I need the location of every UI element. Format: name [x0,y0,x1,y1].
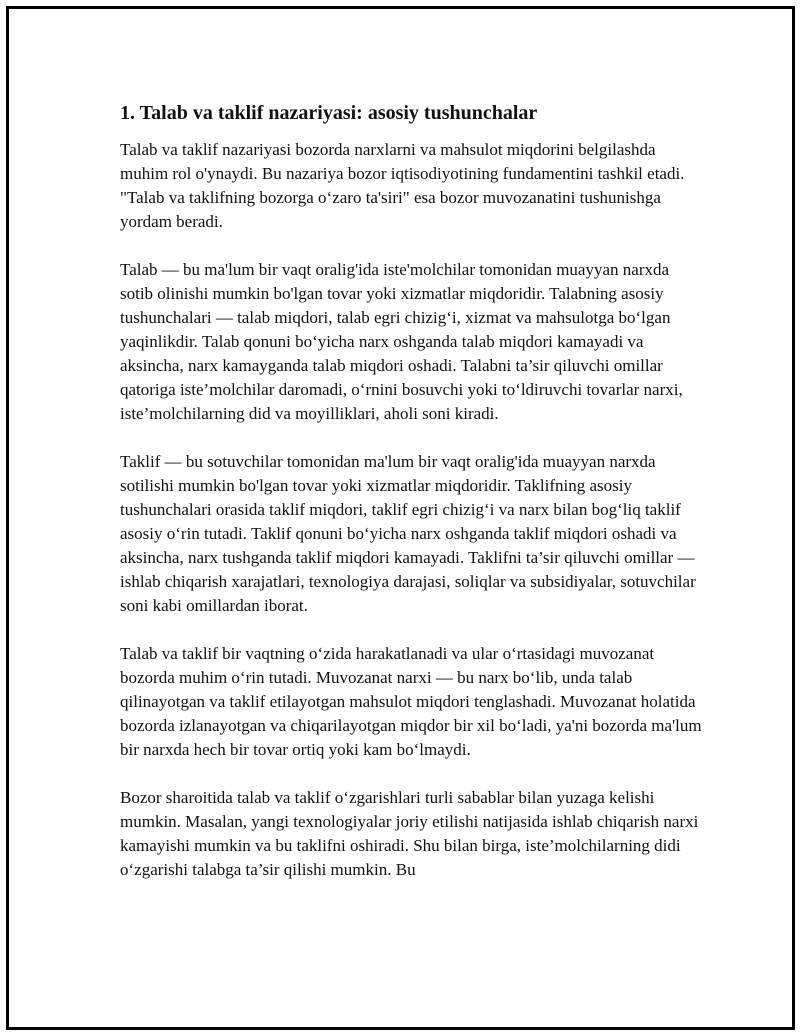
paragraph-supply: Taklif — bu sotuvchilar tomonidan ma'lum bir vaqt oralig'ida muayyan narxda sotilishi mumkin bo'lgan tovar yoki xizmatlar miqdoridir. Taklifning asosiy tushunchalari orasida taklif miqdori, taklif egri chizig‘i va narx bilan bog‘liq taklif asosiy o‘rin tutadi. Taklif qonuni bo‘yicha narx oshganda taklif miqdori oshadi va aksincha, narx tushganda taklif miqdori kamayadi. Taklifni ta’sir qiluvchi omillar — ishlab chiqarish xarajatlari, texnologiya darajasi, soliqlar va subsidiyalar, sotuvchilar soni kabi omillardan iborat. [120,452,696,615]
paragraph-demand: Talab — bu ma'lum bir vaqt oralig'ida iste'molchilar tomonidan muayyan narxda sotib olinishi mumkin bo'lgan tovar yoki xizmatlar miqdoridir. Talabning asosiy tushunchalari — talab miqdori, talab egri chizig‘i, xizmat va mahsulotga bo‘lgan yaqinlikdir. Talab qonuni bo‘yicha narx oshganda talab miqdori kamayadi va aksincha, narx kamayganda talab miqdori oshadi. Talabni ta’sir qiluvchi omillar qatoriga iste’molchilar daromadi, o‘rnini bosuvchi yoki to‘ldiruvchi tovarlar narxi, iste’molchilarning did va moyilliklari, aholi soni kiradi. [120,260,683,423]
paragraph-equilibrium: Talab va taklif bir vaqtning o‘zida harakatlanadi va ular o‘rtasidagi muvozanat bozorda muhim o‘rin tutadi. Muvozanat narxi — bu narx bo‘lib, unda talab qilinayotgan va taklif etilayotgan mahsulot miqdori tenglashadi. Muvozanat holatida bozorda izlanayotgan va chiqarilayotgan miqdor bir xil bo‘ladi, ya'ni bozorda ma'lum bir narxda hech bir tovar ortiq yoki kam bo‘lmaydi. [120,644,702,759]
paragraph-market-changes: Bozor sharoitida talab va taklif o‘zgarishlari turli sabablar bilan yuzaga kelishi mumkin. Masalan, yangi texnologiyalar joriy etilishi natijasida ishlab chiqarish narxi kamayishi mumkin va bu taklifni oshiradi. Shu bilan birga, iste’molchilarning didi o‘zgarishi talabga ta’sir qilishi mumkin. Bu [120,788,699,879]
page-frame [6,6,795,1030]
paragraph-intro: Talab va taklif nazariyasi bozorda narxlarni va mahsulot miqdorini belgilashda muhim rol o'ynaydi. Bu nazariya bozor iqtisodiyotining fundamentini tashkil etadi. "Talab va taklifning bozorga o‘zaro ta'siri" esa bozor muvozanatini tushunishga yordam beradi. [120,140,685,231]
section-title: 1. Talab va taklif nazariyasi: asosiy tushunchalar [120,102,538,124]
document-body [120,100,705,906]
